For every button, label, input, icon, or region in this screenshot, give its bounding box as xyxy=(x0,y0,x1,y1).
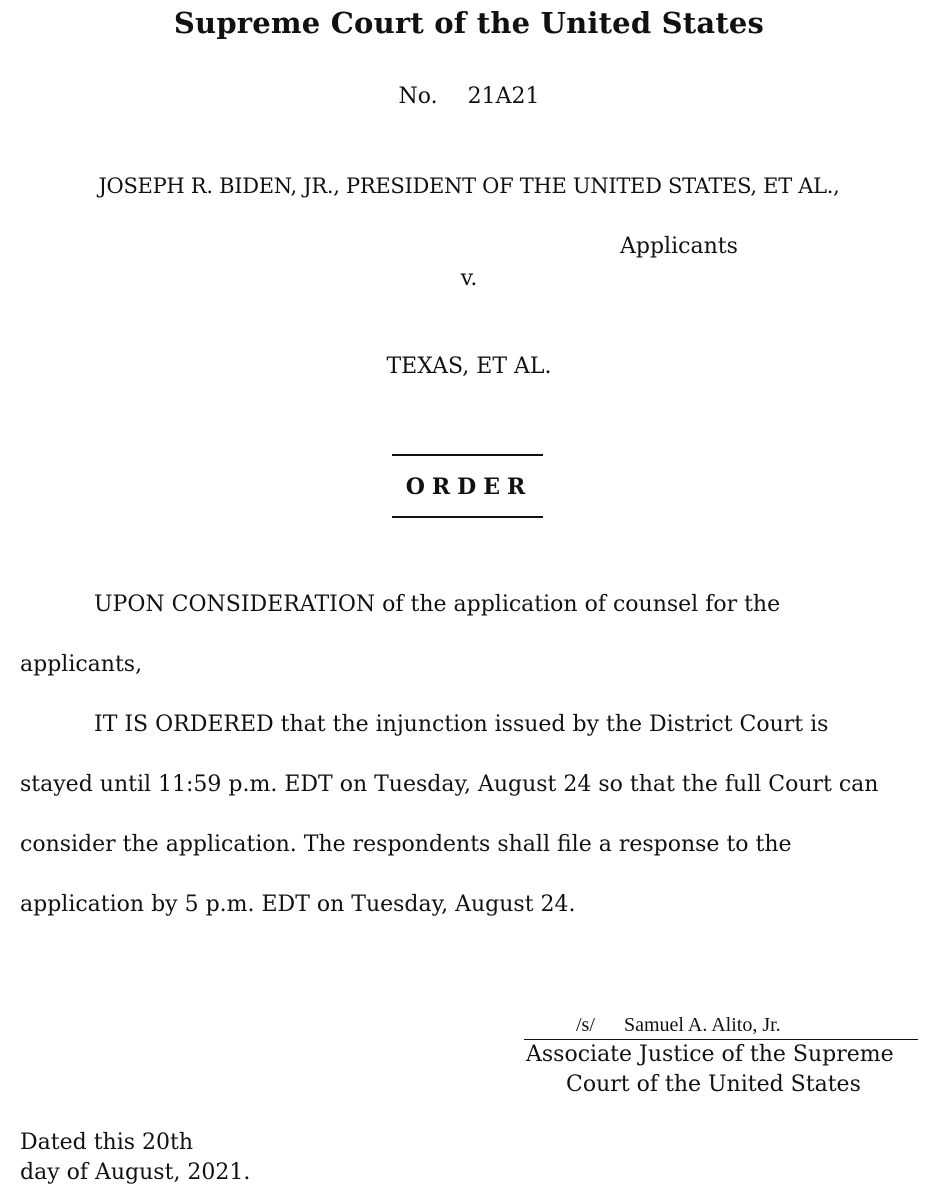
order-heading: ORDER xyxy=(405,474,533,500)
versus-label: v. xyxy=(460,266,478,291)
docket-prefix: No. xyxy=(398,84,438,109)
signatory-title-line-1: Associate Justice of the Supreme xyxy=(526,1042,894,1067)
signature-line xyxy=(524,1014,918,1040)
court-title: Supreme Court of the United States xyxy=(173,6,765,40)
docket-number xyxy=(0,84,938,109)
docket-value: 21A21 xyxy=(467,84,540,109)
signatory-title-line-2: Court of the United States xyxy=(566,1072,861,1097)
respondent-party: TEXAS, ET AL. xyxy=(386,354,552,379)
order-text-line: stayed until 11:59 p.m. EDT on Tuesday, August 24 so that the full Court can xyxy=(20,772,879,797)
order-text-line: consider the application. The respondents shall file a response to the xyxy=(20,832,792,857)
dated-line-1: Dated this 20th xyxy=(20,1130,194,1155)
signatory-name: Samuel A. Alito, Jr. xyxy=(624,1014,781,1036)
order-text-line: IT IS ORDERED that the injunction issued by the District Court is xyxy=(94,712,829,737)
order-text-line: application by 5 p.m. EDT on Tuesday, August 24. xyxy=(20,892,576,917)
applicant-party: JOSEPH R. BIDEN, JR., PRESIDENT OF THE UNITED STATES, ET AL., xyxy=(98,174,840,198)
order-heading-bottom-rule xyxy=(392,516,543,518)
signature-mark: /s/ xyxy=(576,1014,595,1036)
applicants-label: Applicants xyxy=(620,234,738,259)
order-text-line: UPON CONSIDERATION of the application of counsel for the xyxy=(94,592,781,617)
order-heading-top-rule xyxy=(392,454,543,456)
dated-line-2: day of August, 2021. xyxy=(20,1160,251,1185)
order-text-line: applicants, xyxy=(20,652,143,677)
